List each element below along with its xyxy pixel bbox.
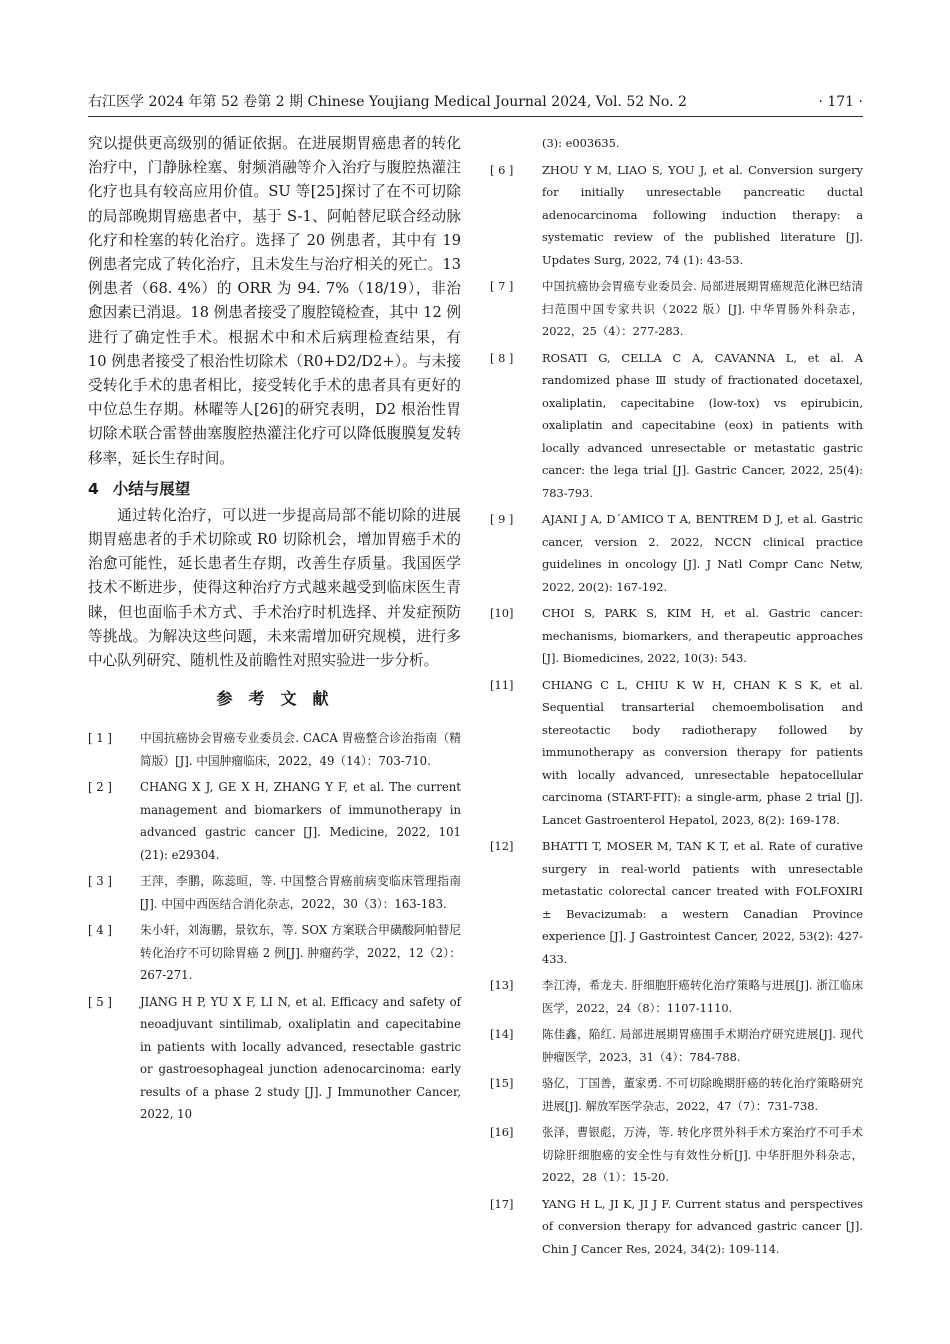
reference-number: [ 9 ] [490, 512, 514, 526]
reference-number: [ 7 ] [490, 279, 514, 293]
reference-continuation: (3): e003635. [542, 136, 620, 150]
reference-item [88, 727, 461, 772]
reference-item [490, 674, 863, 832]
reference-number: [ 4 ] [88, 923, 112, 938]
reference-text: CHOI S, PARK S, KIM H, et al. Gastric cancer: mechanisms, biomarkers, and therapeutic approaches [J]. Biomedicines, 2022, 10(3): 543. [542, 606, 863, 665]
reference-item [490, 508, 863, 598]
reference-item [490, 275, 863, 343]
reference-text: 李江涛，希龙夫. 肝细胞肝癌转化治疗策略与进展[J]. 浙江临床医学，2022，24（8）：1107-1110. [542, 978, 863, 1015]
reference-item [88, 776, 461, 866]
references-title: 参考文献 [216, 689, 345, 709]
reference-text: AJANI J A, D´AMICO T A, BENTREM D J, et al. Gastric cancer, version 2. 2022, NCCN clinical practice guidelines in oncology [J]. J Natl Compr Canc Netw, 2022, 20(2): 167-192. [542, 512, 863, 594]
page-number: · 171 · [818, 94, 863, 110]
section-heading [88, 476, 461, 502]
reference-item [490, 974, 863, 1019]
reference-number: [ 1 ] [88, 731, 112, 746]
reference-item [490, 1121, 863, 1189]
reference-item [490, 602, 863, 670]
reference-text: CHANG X J, GE X H, ZHANG Y F, et al. The current management and biomarkers of immunotherapy in advanced gastric cancer [J]. Medicine, 2022, 101 (21): e29304. [140, 780, 461, 862]
reference-item [88, 870, 461, 915]
reference-item [490, 1023, 863, 1068]
left-column [88, 132, 461, 1130]
reference-number: [16] [490, 1125, 514, 1139]
reference-number: [ 8 ] [490, 350, 514, 365]
reference-number: [15] [490, 1076, 514, 1090]
header-rule [88, 116, 863, 117]
body-paragraph-2: 通过转化治疗，可以进一步提高局部不能切除的进展期胃癌患者的手术切除或 R0 切除机会，增加胃癌手术的治愈可能性，延长患者生存期，改善生存质量。我国医学技术不断进步，使得这种治疗方式越来越受到临床医生青睐，但也面临手术方式、手术治疗时机选择、并发症预防等挑战。为解决这些问题，未来需增加研究规模，进行多中心队列研究、随机性及前瞻性对照实验进一步分析。 [88, 506, 461, 670]
reference-item [490, 347, 863, 505]
reference-text: 王萍，李鹏，陈蕊晅，等. 中国整合胃癌前病变临床管理指南[J]. 中国中西医结合消化杂志，2022，30（3）：163-183. [140, 874, 461, 911]
reference-number: [ 6 ] [490, 162, 514, 177]
reference-text: ROSATI G, CELLA C A, CAVANNA L, et al. A randomized phase Ⅲ study of fractionated docetaxel, oxaliplatin, capecitabine (low-tox) vs epirubicin, oxaliplatin and capecitabine (eox) in patients with locally advanced unresectable or metastatic gastric cancer: the lega trial [J]. Gastric Cancer, 2022, 25(4): 783-793. [542, 350, 863, 500]
reference-number: [ 5 ] [88, 994, 112, 1009]
section-title: 小结与展望 [112, 479, 191, 498]
reference-number: [12] [490, 839, 514, 853]
reference-item [490, 1193, 863, 1261]
running-header [88, 90, 863, 114]
reference-number: [ 2 ] [88, 780, 112, 795]
reference-item [88, 919, 461, 987]
reference-number: [ 3 ] [88, 874, 112, 889]
reference-text: 张泽，曹银彪，万涛，等. 转化序贯外科手术方案治疗不可手术切除肝细胞癌的安全性与有效性分析[J]. 中华肝胆外科杂志，2022，28（1）：15-20. [542, 1125, 863, 1184]
body-paragraph-1: 究以提供更高级别的循证依据。在进展期胃癌患者的转化治疗中，门静脉栓塞、射频消融等介入治疗与腹腔热灌注化疗也具有较高应用价值。SU 等[25]探讨了在不可切除的局部晚期胃癌患者中，基于 S-1、阿帕替尼联合经动脉化疗和栓塞的转化治疗。选择了 20 例患者，其中有 19 例患者完成了转化治疗，且未发生与治疗相关的死亡。13 例患者（68. 4%）的 ORR 为 94. 7%（18/19），非治愈因素已消退。18 例患者接受了腹腔镜检查，其中 12 例进行了确定性手术。根据术中和术后病理检查结果，有 10 例患者接受了根治性切除术（R0+D2/D2+）。与未接受转化手术的患者相比，接受转化手术的患者具有更好的中位总生存期。林曜等人[26]的研究表明，D2 根治性胃切除术联合雷替曲塞腹腔热灌注化疗可以降低腹膜复发转移率，延长生存时间。 [88, 135, 461, 467]
reference-number: [11] [490, 677, 514, 692]
reference-number: [10] [490, 606, 514, 620]
reference-number: [17] [490, 1196, 514, 1211]
reference-text: 中国抗癌协会胃癌专业委员会. 局部进展期胃癌规范化淋巴结清扫范围中国专家共识（2022 版）[J]. 中华胃肠外科杂志，2022，25（4）：277-283. [542, 279, 863, 338]
reference-item [490, 835, 863, 970]
reference-text: YANG H L, JI K, JI J F. Current status and perspectives of conversion therapy for advanced gastric cancer [J]. Chin J Cancer Res, 2024, 34(2): 109-114. [542, 1196, 863, 1256]
reference-text: 陈佳鑫，陥红. 局部进展期胃癌围手术期治疗研究进展[J]. 现代肿瘤医学，2023，31（4）：784-788. [542, 1027, 863, 1064]
reference-text: CHIANG C L, CHIU K W H, CHAN K S K, et al. Sequential transarterial chemoembolisation and stereotactic body radiotherapy followed by immunotherapy as conversion therapy for patients with locally advanced, unresectable hepatocellular carcinoma (START-FIT): a single-arm, phase 2 trial [J]. Lancet Gastroenterol Hepatol, 2023, 8(2): 169-178. [542, 677, 863, 827]
reference-text: BHATTI T, MOSER M, TAN K T, et al. Rate of curative surgery in real-world patients with unresectable metastatic colorectal cancer treated with FOLFOXIRI ± Bevacizumab: a western Canadian Province experience [J]. J Gastrointest Cancer, 2022, 53(2): 427-433. [542, 839, 863, 966]
reference-text: ZHOU Y M, LIAO S, YOU J, et al. Conversion surgery for initially unresectable pancreatic ductal adenocarcinoma following induction therapy: a systematic review of the published literature [J]. Updates Surg, 2022, 74 (1): 43-53. [542, 162, 863, 267]
reference-number: [14] [490, 1027, 514, 1041]
section-number: 4 [88, 479, 99, 498]
right-column [490, 132, 863, 1264]
reference-text: JIANG H P, YU X F, LI N, et al. Efficacy and safety of neoadjuvant sintilimab, oxaliplatin and capecitabine in patients with locally advanced, resectable gastric or gastroesophageal junction adenocarcinoma: early results of a phase 2 study [J]. J Immunother Cancer, 2022, 10 [140, 994, 461, 1122]
reference-item [490, 159, 863, 272]
reference-number: [13] [490, 978, 514, 992]
reference-item [490, 1072, 863, 1117]
reference-text: 骆亿，丁国善，董家勇. 不可切除晚期肝癌的转化治疗策略研究进展[J]. 解放军医学杂志，2022，47（7）：731-738. [542, 1076, 863, 1113]
reference-item [88, 991, 461, 1126]
reference-text: 朱小轩，刘海鹏，景钦东，等. SOX 方案联合甲磺酸阿帕替尼转化治疗不可切除胃癌 2 例[J]. 肿瘤药学，2022，12（2）：267-271. [140, 923, 461, 983]
journal-citation: 右江医学 2024 年第 52 卷第 2 期 Chinese Youjiang Medical Journal 2024, Vol. 52 No. 2 [88, 94, 687, 110]
reference-text: 中国抗癌协会胃癌专业委员会. CACA 胃癌整合诊治指南（精简版）[J]. 中国肿瘤临床，2022，49（14）：703-710. [140, 731, 461, 768]
